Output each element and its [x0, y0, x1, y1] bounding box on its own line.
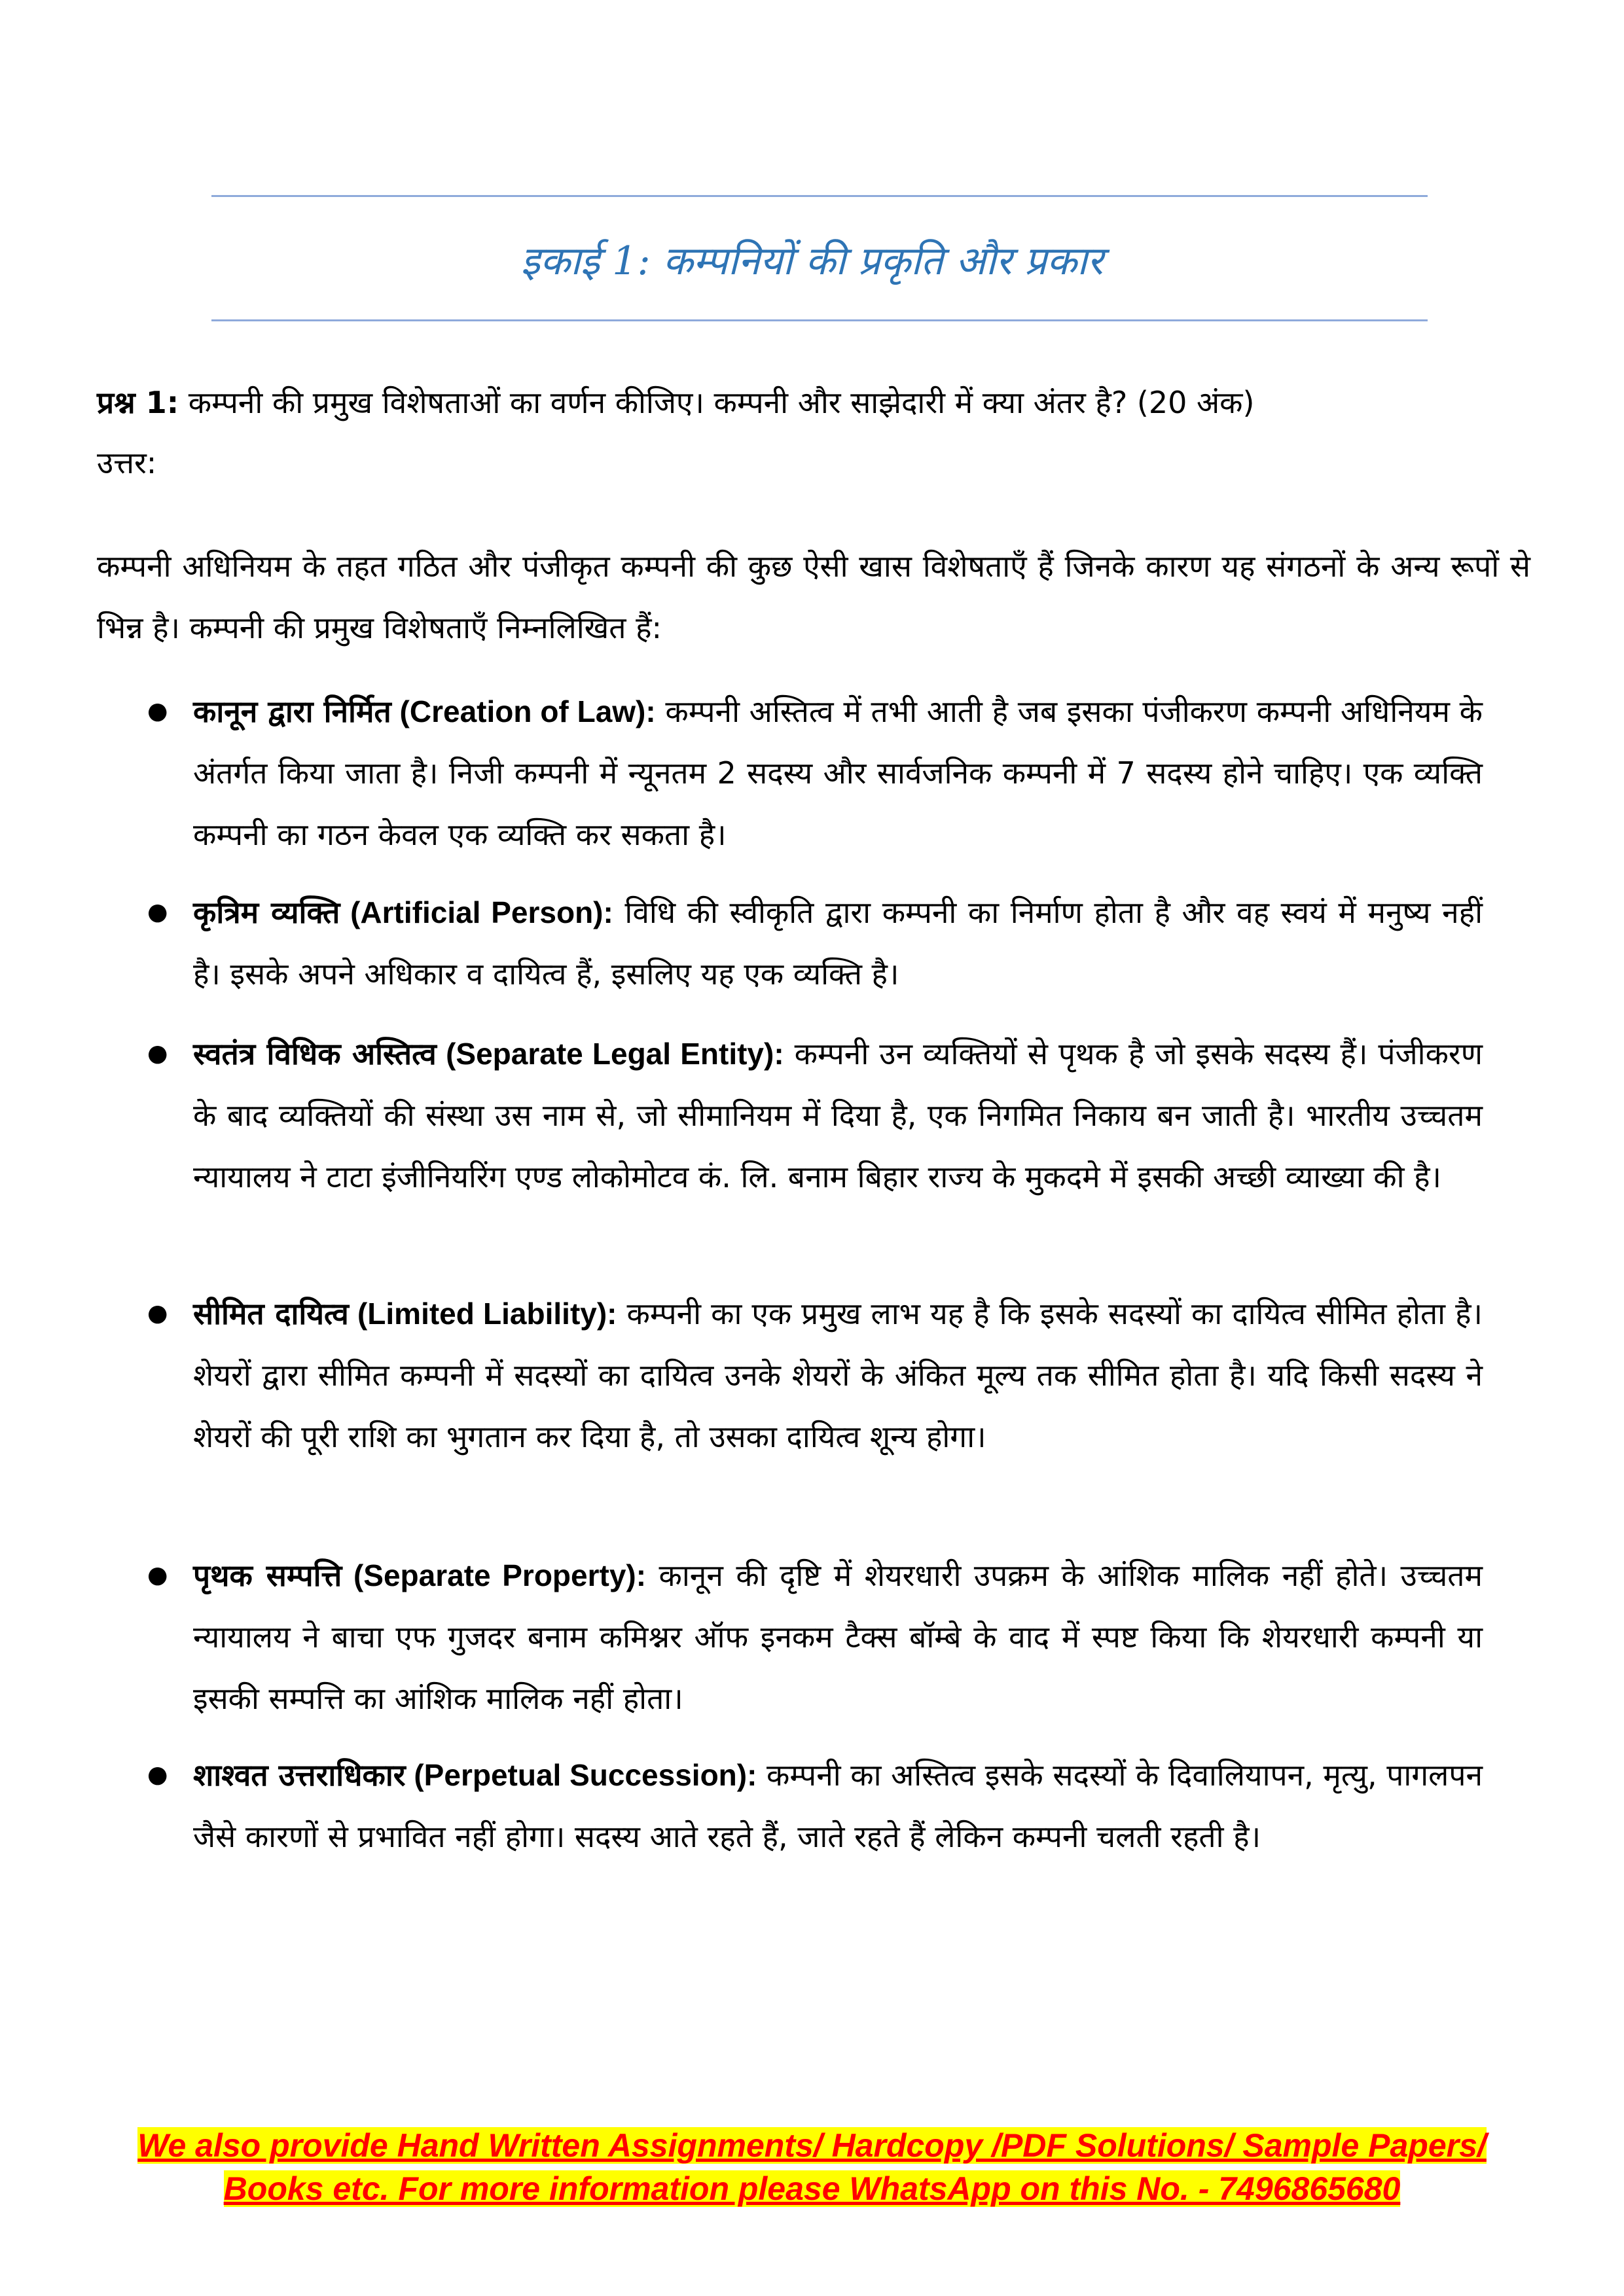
bullet-english-term: (Separate Property):	[342, 1558, 647, 1592]
answer-label: उत्तर:	[97, 445, 157, 480]
bullet-text: कम्पनी अस्तित्व में तभी आती है जब इसका पंजीकरण कम्पनी अधिनियम के अंतर्गत किया जाता है। निजी कम्पनी में न्यूनतम 2 सदस्य और सार्वजनिक कम्पनी में 7 सदस्य होने चाहिए। एक व्यक्ति कम्पनी का गठन केवल एक व्यक्ति कर सकता है।	[193, 694, 1483, 852]
bullet-icon: ●	[147, 1040, 168, 1067]
bullet-icon: ●	[147, 698, 168, 725]
footer-line-1: We also provide Hand Written Assignments/ Hardcopy /PDF Solutions/ Sample Papers/	[137, 2127, 1487, 2164]
bullet-icon: ●	[147, 1562, 168, 1588]
bullet-term: शाश्वत उत्तराधिकार	[193, 1757, 406, 1793]
bullet-english-term: (Artificial Person):	[340, 895, 613, 929]
list-item	[147, 1023, 1483, 1208]
bullet-term: सीमित दायित्व	[193, 1296, 349, 1331]
bullet-text: कानून की दृष्टि में शेयरधारी उपक्रम के आंशिक मालिक नहीं होते। उच्चतम न्यायालय ने बाचा एफ गुजदर बनाम कमिश्नर ऑफ इनकम टैक्स बॉम्बे के वाद में स्पष्ट किया कि शेयरधारी कम्पनी या इसकी सम्पत्ति का आंशिक मालिक नहीं होता।	[193, 1558, 1483, 1716]
list-item	[147, 1545, 1483, 1729]
question-text: कम्पनी की प्रमुख विशेषताओं का वर्णन कीजिए। कम्पनी और साझेदारी में क्या अंतर है? (20 अंक)	[179, 385, 1255, 420]
list-item	[147, 1744, 1483, 1867]
bullet-icon: ●	[147, 1300, 168, 1327]
bullet-text: कम्पनी उन व्यक्तियों से पृथक है जो इसके सदस्य हैं। पंजीकरण के बाद व्यक्तियों की संस्था उस नाम से, जो सीमानियम में दिया है, एक निगमित निकाय बन जाती है। भारतीय उच्चतम न्यायालय ने टाटा इंजीनियरिंग एण्ड लोकोमोटव कं. लि. बनाम बिहार राज्य के मुकदमे में इसकी अच्छी व्याख्या की है।	[193, 1036, 1483, 1194]
promo-footer	[0, 2124, 1624, 2210]
list-item	[147, 882, 1483, 1005]
bullet-english-term: (Separate Legal Entity):	[436, 1037, 784, 1071]
bullet-term: पृथक सम्पत्ति	[193, 1558, 342, 1593]
intro-paragraph: कम्पनी अधिनियम के तहत गठित और पंजीकृत कम्पनी की कुछ ऐसी खास विशेषताएँ हैं जिनके कारण यह संगठनों के अन्य रूपों से भिन्न है। कम्पनी की प्रमुख विशेषताएँ निम्नलिखित हैं:	[97, 548, 1530, 645]
bullet-term: कृत्रिम व्यक्ति	[193, 895, 340, 930]
bullet-english-term: (Creation of Law):	[391, 694, 656, 728]
page-title: इकाई 1: कम्पनियों की प्रकृति और प्रकार	[520, 238, 1104, 284]
question-label: प्रश्न 1:	[97, 385, 179, 420]
bullet-english-term: (Perpetual Succession):	[405, 1758, 757, 1792]
bullet-text: कम्पनी का अस्तित्व इसके सदस्यों के दिवालियापन, मृत्यु, पागलपन जैसे कारणों से प्रभावित नहीं होगा। सदस्य आते रहते हैं, जाते रहते हैं लेकिन कम्पनी चलती रहती है।	[193, 1757, 1483, 1854]
bullet-icon: ●	[147, 1761, 168, 1788]
footer-line-2: Books etc. For more information please WhatsApp on this No. - 7496865680	[223, 2170, 1401, 2207]
bullet-english-term: (Limited Liability):	[348, 1297, 617, 1331]
list-item	[147, 1283, 1483, 1467]
bullet-text: विधि की स्वीकृति द्वारा कम्पनी का निर्माण होता है और वह स्वयं में मनुष्य नहीं है। इसके अपने अधिकार व दायित्व हैं, इसलिए यह एक व्यक्ति है।	[193, 895, 1483, 992]
bullet-icon: ●	[147, 899, 168, 925]
bullet-term: स्वतंत्र विधिक अस्तित्व	[193, 1036, 437, 1071]
list-item	[147, 681, 1483, 865]
bullet-term: कानून द्वारा निर्मित	[193, 694, 391, 729]
bullet-text: कम्पनी का एक प्रमुख लाभ यह है कि इसके सदस्यों का दायित्व सीमित होता है। शेयरों द्वारा सीमित कम्पनी में सदस्यों का दायित्व उनके शेयरों के अंकित मूल्य तक सीमित होता है। यदि किसी सदस्य ने शेयरों की पूरी राशि का भुगतान कर दिया है, तो उसका दायित्व शून्य होगा।	[193, 1296, 1483, 1454]
